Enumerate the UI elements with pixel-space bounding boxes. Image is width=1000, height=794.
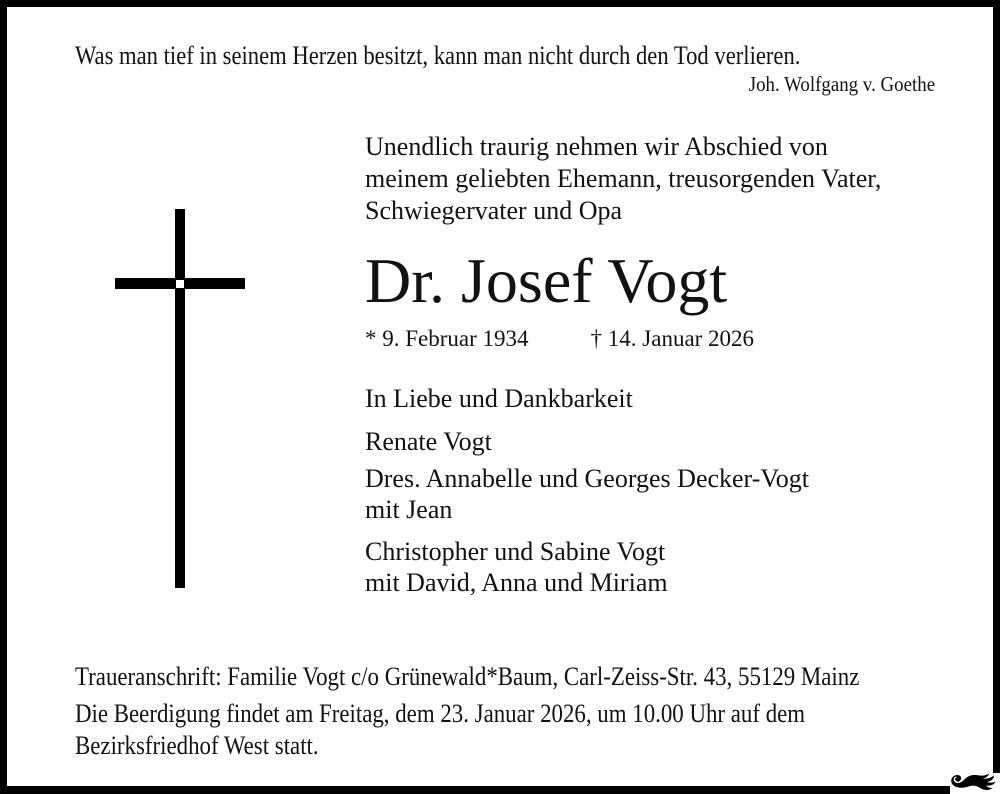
frame-left-border: [0, 0, 7, 794]
mourner-entry: [365, 426, 492, 457]
mourner-name: Renate Vogt: [365, 427, 492, 456]
mourner-name: Christopher und Sabine Vogt: [365, 537, 666, 566]
intro-line: meinem geliebten Ehemann, treusorgenden Vater,: [365, 164, 882, 193]
death-date: † 14. Januar 2026: [590, 326, 755, 351]
birth-date: * 9. Februar 1934: [365, 326, 529, 351]
closing-line: In Liebe und Dankbarkeit: [365, 384, 633, 413]
quote-attribution: Joh. Wolfgang v. Goethe: [748, 72, 935, 96]
mourner-children: mit David, Anna und Miriam: [365, 568, 668, 597]
mourning-address: Traueranschrift: Familie Vogt c/o Grünewald*Baum, Carl-Zeiss-Str. 43, 55129 Mainz: [75, 662, 860, 691]
cross-vertical-bar: [175, 209, 185, 588]
cross-center-square: [176, 280, 184, 288]
deceased-name: Dr. Josef Vogt: [365, 245, 728, 316]
announcement-intro: [365, 131, 881, 227]
frame-bottom-border: [0, 786, 950, 794]
mourner-entry: [365, 536, 668, 598]
funeral-line: Die Beerdigung findet am Freitag, dem 23. Januar 2026, um 10.00 Uhr auf dem: [75, 699, 806, 728]
intro-line: Schwiegervater und Opa: [365, 196, 623, 225]
funeral-line: Bezirksfriedhof West statt.: [75, 730, 319, 760]
mourner-children: mit Jean: [365, 495, 453, 524]
mourner-entry: [365, 463, 809, 525]
leaf-flourish-icon: [949, 770, 997, 792]
memorial-quote: Was man tief in seinem Herzen besitzt, kann man nicht durch den Tod verlieren.: [75, 41, 801, 70]
life-dates: [365, 325, 754, 353]
frame-top-border: [0, 0, 1000, 7]
mourner-name: Dres. Annabelle und Georges Decker-Vogt: [365, 464, 810, 493]
funeral-info: [75, 698, 805, 761]
frame-right-border: [993, 0, 1000, 773]
intro-line: Unendlich traurig nehmen wir Abschied von: [365, 132, 828, 161]
